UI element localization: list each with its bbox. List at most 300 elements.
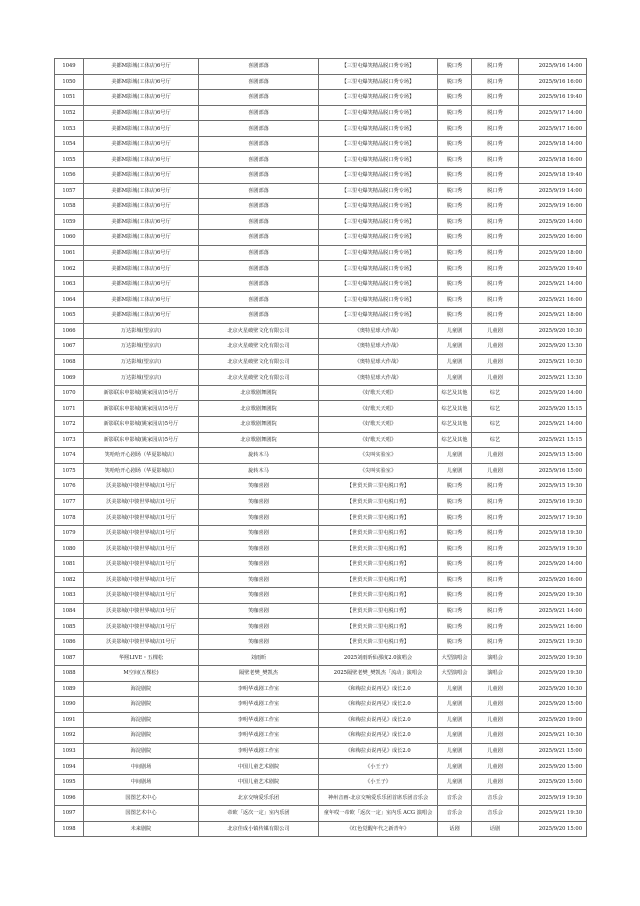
organizer-cell: 旋转木马 <box>199 463 319 479</box>
venue-cell: 海淀剧院 <box>84 712 199 728</box>
time-cell: 2025/9/18 16:00 <box>519 152 587 168</box>
table-row <box>55 525 587 541</box>
venue-cell: 沃美影城(中骏世界城店)1号厅 <box>84 557 199 573</box>
show-title-cell: 《好歌天天唱》 <box>319 416 438 432</box>
row-number: 1052 <box>55 105 84 121</box>
venue-cell: 沃美影城(中骏世界城店)1号厅 <box>84 619 199 635</box>
table-row <box>55 650 587 666</box>
table-row <box>55 479 587 495</box>
show-title-cell: 【世贸天阶三里屯脱口秀】 <box>319 572 438 588</box>
time-cell: 2025/9/19 16:00 <box>519 199 587 215</box>
table-row <box>55 292 587 308</box>
category-cell: 脱口秀 <box>438 308 472 324</box>
row-number: 1095 <box>55 774 84 790</box>
venue-cell: 美都M影城(工体店)6号厅 <box>84 183 199 199</box>
venue-cell: 美都M影城(工体店)6号厅 <box>84 152 199 168</box>
venue-cell: 笑哈哈开心剧场（华夏影城店） <box>84 448 199 464</box>
time-cell: 2025/9/21 10:30 <box>519 728 587 744</box>
organizer-cell: 笑咖喜剧 <box>199 634 319 650</box>
show-title-cell: 《和梅拉贞说再见》成长2.0 <box>319 681 438 697</box>
subcategory-cell: 脱口秀 <box>472 152 519 168</box>
venue-cell: 美都M影城(工体店)6号厅 <box>84 90 199 106</box>
show-title-cell: 【三里屯爆笑精品脱口秀专场】 <box>319 136 438 152</box>
row-number: 1091 <box>55 712 84 728</box>
show-title-cell: 【三里屯爆笑精品脱口秀专场】 <box>319 90 438 106</box>
category-cell: 儿童剧 <box>438 743 472 759</box>
venue-cell: 中间剧场 <box>84 774 199 790</box>
category-cell: 大型演唱会 <box>438 650 472 666</box>
time-cell: 2025/9/16 19:40 <box>519 90 587 106</box>
category-cell: 音乐会 <box>438 806 472 822</box>
subcategory-cell: 脱口秀 <box>472 572 519 588</box>
subcategory-cell: 脱口秀 <box>472 105 519 121</box>
time-cell: 2025/9/21 19:30 <box>519 634 587 650</box>
time-cell: 2025/9/21 19:30 <box>519 806 587 822</box>
show-title-cell: 【三里屯爆笑精品脱口秀专场】 <box>319 199 438 215</box>
table-row <box>55 588 587 604</box>
subcategory-cell: 脱口秀 <box>472 603 519 619</box>
subcategory-cell: 儿童剧 <box>472 759 519 775</box>
row-number: 1090 <box>55 697 84 713</box>
time-cell: 2025/9/16 19:30 <box>519 494 587 510</box>
subcategory-cell: 脱口秀 <box>472 183 519 199</box>
show-title-cell: 【三里屯爆笑精品脱口秀专场】 <box>319 230 438 246</box>
venue-cell: 美都M影城(工体店)6号厅 <box>84 121 199 137</box>
time-cell: 2025/9/20 19:30 <box>519 588 587 604</box>
show-title-cell: 《和梅拉贞说再见》成长2.0 <box>319 728 438 744</box>
category-cell: 脱口秀 <box>438 183 472 199</box>
organizer-cell: 北京火星破壁文化有限公司 <box>199 339 319 355</box>
time-cell: 2025/9/16 15:00 <box>519 463 587 479</box>
row-number: 1068 <box>55 354 84 370</box>
venue-cell: 新影联东申影城(姚家园店)5号厅 <box>84 385 199 401</box>
organizer-cell: 北京歌剧舞剧院 <box>199 432 319 448</box>
category-cell: 脱口秀 <box>438 121 472 137</box>
organizer-cell: 中国儿童艺术剧院 <box>199 759 319 775</box>
subcategory-cell: 脱口秀 <box>472 59 519 75</box>
category-cell: 综艺及其他 <box>438 416 472 432</box>
subcategory-cell: 话剧 <box>472 821 519 837</box>
show-title-cell: 《尖叫实验室》 <box>319 463 438 479</box>
table-row <box>55 59 587 75</box>
subcategory-cell: 脱口秀 <box>472 245 519 261</box>
performance-schedule-table <box>54 58 587 837</box>
venue-cell: 沃美影城(中骏世界城店)1号厅 <box>84 541 199 557</box>
venue-cell: 新影联东申影城(姚家园店)5号厅 <box>84 401 199 417</box>
show-title-cell: 《小王子》 <box>319 774 438 790</box>
venue-cell: 万达影城(望京店) <box>84 354 199 370</box>
venue-cell: 沃美影城(中骏世界城店)1号厅 <box>84 588 199 604</box>
organizer-cell: 喜剧部落 <box>199 214 319 230</box>
category-cell: 综艺及其他 <box>438 385 472 401</box>
subcategory-cell: 脱口秀 <box>472 557 519 573</box>
table-row <box>55 603 587 619</box>
category-cell: 综艺及其他 <box>438 432 472 448</box>
row-number: 1081 <box>55 557 84 573</box>
organizer-cell: 喜剧部落 <box>199 90 319 106</box>
show-title-cell: 《奥特星球大作战》 <box>319 370 438 386</box>
organizer-cell: 喜剧部落 <box>199 59 319 75</box>
organizer-cell: 北京歌剧舞剧院 <box>199 401 319 417</box>
category-cell: 脱口秀 <box>438 557 472 573</box>
venue-cell: 沃美影城(中骏世界城店)1号厅 <box>84 494 199 510</box>
subcategory-cell: 儿童剧 <box>472 743 519 759</box>
show-title-cell: 【三里屯爆笑精品脱口秀专场】 <box>319 121 438 137</box>
show-title-cell: 【三里屯爆笑精品脱口秀专场】 <box>319 152 438 168</box>
subcategory-cell: 脱口秀 <box>472 90 519 106</box>
table-row <box>55 136 587 152</box>
time-cell: 2025/9/20 15:00 <box>519 697 587 713</box>
subcategory-cell: 脱口秀 <box>472 634 519 650</box>
organizer-cell: 北京火星破壁文化有限公司 <box>199 354 319 370</box>
time-cell: 2025/9/15 19:30 <box>519 479 587 495</box>
table-row <box>55 697 587 713</box>
category-cell: 脱口秀 <box>438 167 472 183</box>
show-title-cell: 《和梅拉贞说再见》成长2.0 <box>319 743 438 759</box>
organizer-cell: 北京佳成小镇传媒有限公司 <box>199 821 319 837</box>
show-title-cell: 【世贸天阶三里屯脱口秀】 <box>319 619 438 635</box>
subcategory-cell: 儿童剧 <box>472 712 519 728</box>
category-cell: 脱口秀 <box>438 214 472 230</box>
time-cell: 2025/9/21 16:00 <box>519 619 587 635</box>
table-row <box>55 385 587 401</box>
subcategory-cell: 脱口秀 <box>472 167 519 183</box>
row-number: 1087 <box>55 650 84 666</box>
subcategory-cell: 综艺 <box>472 432 519 448</box>
organizer-cell: 笑咖喜剧 <box>199 525 319 541</box>
subcategory-cell: 脱口秀 <box>472 214 519 230</box>
venue-cell: 美都M影城(工体店)6号厅 <box>84 74 199 90</box>
row-number: 1079 <box>55 525 84 541</box>
venue-cell: 美都M影城(工体店)6号厅 <box>84 261 199 277</box>
venue-cell: 美都M影城(工体店)6号厅 <box>84 105 199 121</box>
time-cell: 2025/9/18 14:00 <box>519 136 587 152</box>
table-row <box>55 308 587 324</box>
organizer-cell: 笑咖喜剧 <box>199 619 319 635</box>
category-cell: 脱口秀 <box>438 152 472 168</box>
time-cell: 2025/9/20 10:30 <box>519 323 587 339</box>
show-title-cell: 《红色觉醒年代之新青年》 <box>319 821 438 837</box>
organizer-cell: 笑咖喜剧 <box>199 510 319 526</box>
show-title-cell: 《奥特星球大作战》 <box>319 339 438 355</box>
organizer-cell: 北京歌剧舞剧院 <box>199 385 319 401</box>
table-row <box>55 416 587 432</box>
organizer-cell: 北京火星破壁文化有限公司 <box>199 370 319 386</box>
show-title-cell: 《奥特星球大作战》 <box>319 323 438 339</box>
row-number: 1098 <box>55 821 84 837</box>
show-title-cell: 【世贸天阶三里屯脱口秀】 <box>319 525 438 541</box>
venue-cell: 海淀剧院 <box>84 728 199 744</box>
category-cell: 脱口秀 <box>438 479 472 495</box>
show-title-cell: 《奥特星球大作战》 <box>319 354 438 370</box>
subcategory-cell: 儿童剧 <box>472 697 519 713</box>
table-row <box>55 370 587 386</box>
table-row <box>55 806 587 822</box>
time-cell: 2025/9/15 15:00 <box>519 448 587 464</box>
row-number: 1082 <box>55 572 84 588</box>
organizer-cell: 北京交响爱乐乐团 <box>199 790 319 806</box>
organizer-cell: 喜剧部落 <box>199 136 319 152</box>
time-cell: 2025/9/21 15:00 <box>519 743 587 759</box>
venue-cell: 沃美影城(中骏世界城店)1号厅 <box>84 479 199 495</box>
table-row <box>55 245 587 261</box>
venue-cell: 沃美影城(中骏世界城店)1号厅 <box>84 525 199 541</box>
show-title-cell: 《好歌天天唱》 <box>319 385 438 401</box>
category-cell: 儿童剧 <box>438 370 472 386</box>
organizer-cell: 笑咖喜剧 <box>199 572 319 588</box>
time-cell: 2025/9/20 14:00 <box>519 214 587 230</box>
subcategory-cell: 儿童剧 <box>472 681 519 697</box>
table-row <box>55 261 587 277</box>
show-title-cell: 【世贸天阶三里屯脱口秀】 <box>319 588 438 604</box>
venue-cell: 万达影城(望京店) <box>84 339 199 355</box>
row-number: 1093 <box>55 743 84 759</box>
table-row <box>55 728 587 744</box>
venue-cell: 新影联东申影城(姚家园店)5号厅 <box>84 432 199 448</box>
row-number: 1092 <box>55 728 84 744</box>
table-row <box>55 152 587 168</box>
show-title-cell: 【三里屯爆笑精品脱口秀专场】 <box>319 59 438 75</box>
row-number: 1085 <box>55 619 84 635</box>
row-number: 1072 <box>55 416 84 432</box>
subcategory-cell: 脱口秀 <box>472 199 519 215</box>
venue-cell: 新影联东申影城(姚家园店)5号厅 <box>84 416 199 432</box>
row-number: 1083 <box>55 588 84 604</box>
show-title-cell: 【三里屯爆笑精品脱口秀专场】 <box>319 214 438 230</box>
row-number: 1089 <box>55 681 84 697</box>
row-number: 1050 <box>55 74 84 90</box>
subcategory-cell: 音乐会 <box>472 790 519 806</box>
show-title-cell: 2025刘雨昕仙那度2.0演唱会 <box>319 650 438 666</box>
category-cell: 音乐会 <box>438 790 472 806</box>
subcategory-cell: 演唱会 <box>472 665 519 681</box>
table-row <box>55 432 587 448</box>
organizer-cell: 喜剧部落 <box>199 276 319 292</box>
show-title-cell: 【世贸天阶三里屯脱口秀】 <box>319 541 438 557</box>
row-number: 1051 <box>55 90 84 106</box>
category-cell: 儿童剧 <box>438 448 472 464</box>
category-cell: 脱口秀 <box>438 136 472 152</box>
organizer-cell: 刘雨昕 <box>199 650 319 666</box>
row-number: 1063 <box>55 276 84 292</box>
category-cell: 脱口秀 <box>438 634 472 650</box>
subcategory-cell: 脱口秀 <box>472 541 519 557</box>
time-cell: 2025/9/21 14:00 <box>519 276 587 292</box>
table-row <box>55 463 587 479</box>
organizer-cell: 笑咖喜剧 <box>199 603 319 619</box>
table-row <box>55 121 587 137</box>
row-number: 1077 <box>55 494 84 510</box>
table-row <box>55 105 587 121</box>
organizer-cell: 隔壁老樊_樊凯杰 <box>199 665 319 681</box>
table-row <box>55 494 587 510</box>
category-cell: 脱口秀 <box>438 245 472 261</box>
table-row <box>55 323 587 339</box>
table-row <box>55 619 587 635</box>
show-title-cell: 【三里屯爆笑精品脱口秀专场】 <box>319 183 438 199</box>
table-row <box>55 74 587 90</box>
category-cell: 脱口秀 <box>438 588 472 604</box>
category-cell: 脱口秀 <box>438 276 472 292</box>
category-cell: 脱口秀 <box>438 572 472 588</box>
venue-cell: 华熙LIVE・五棵松 <box>84 650 199 666</box>
row-number: 1069 <box>55 370 84 386</box>
category-cell: 儿童剧 <box>438 339 472 355</box>
subcategory-cell: 脱口秀 <box>472 494 519 510</box>
venue-cell: 美都M影城(工体店)6号厅 <box>84 59 199 75</box>
subcategory-cell: 儿童剧 <box>472 728 519 744</box>
row-number: 1070 <box>55 385 84 401</box>
row-number: 1059 <box>55 214 84 230</box>
venue-cell: 未来剧院 <box>84 821 199 837</box>
organizer-cell: 喜剧部落 <box>199 152 319 168</box>
time-cell: 2025/9/20 15:00 <box>519 821 587 837</box>
time-cell: 2025/9/19 19:30 <box>519 790 587 806</box>
time-cell: 2025/9/20 13:30 <box>519 339 587 355</box>
category-cell: 大型演唱会 <box>438 665 472 681</box>
time-cell: 2025/9/20 14:00 <box>519 557 587 573</box>
table-row <box>55 167 587 183</box>
subcategory-cell: 脱口秀 <box>472 588 519 604</box>
row-number: 1075 <box>55 463 84 479</box>
time-cell: 2025/9/20 18:00 <box>519 245 587 261</box>
organizer-cell: 喜剧部落 <box>199 245 319 261</box>
show-title-cell: 2025隔壁老樊_樊凯杰「流动」演唱会 <box>319 665 438 681</box>
time-cell: 2025/9/17 14:00 <box>519 105 587 121</box>
table-row <box>55 821 587 837</box>
time-cell: 2025/9/17 16:00 <box>519 121 587 137</box>
subcategory-cell: 脱口秀 <box>472 276 519 292</box>
category-cell: 脱口秀 <box>438 494 472 510</box>
organizer-cell: 笑咖喜剧 <box>199 557 319 573</box>
show-title-cell: 《和梅拉贞说再见》成长2.0 <box>319 712 438 728</box>
row-number: 1056 <box>55 167 84 183</box>
time-cell: 2025/9/17 19:30 <box>519 510 587 526</box>
organizer-cell: 李明华戏剧工作室 <box>199 697 319 713</box>
time-cell: 2025/9/21 14:00 <box>519 416 587 432</box>
show-title-cell: 【三里屯爆笑精品脱口秀专场】 <box>319 105 438 121</box>
table-row <box>55 774 587 790</box>
show-title-cell: 【三里屯爆笑精品脱口秀专场】 <box>319 261 438 277</box>
subcategory-cell: 综艺 <box>472 401 519 417</box>
subcategory-cell: 脱口秀 <box>472 74 519 90</box>
subcategory-cell: 综艺 <box>472 416 519 432</box>
category-cell: 儿童剧 <box>438 463 472 479</box>
row-number: 1064 <box>55 292 84 308</box>
organizer-cell: 喜剧部落 <box>199 183 319 199</box>
venue-cell: 美都M影城(工体店)6号厅 <box>84 276 199 292</box>
venue-cell: 万达影城(望京店) <box>84 370 199 386</box>
organizer-cell: 笑咖喜剧 <box>199 494 319 510</box>
venue-cell: 美都M影城(工体店)6号厅 <box>84 308 199 324</box>
show-title-cell: 【三里屯爆笑精品脱口秀专场】 <box>319 74 438 90</box>
subcategory-cell: 脱口秀 <box>472 479 519 495</box>
row-number: 1076 <box>55 479 84 495</box>
time-cell: 2025/9/19 19:30 <box>519 541 587 557</box>
row-number: 1080 <box>55 541 84 557</box>
organizer-cell: 喜剧部落 <box>199 74 319 90</box>
venue-cell: 美都M影城(工体店)6号厅 <box>84 245 199 261</box>
row-number: 1073 <box>55 432 84 448</box>
organizer-cell: 喜剧部落 <box>199 308 319 324</box>
venue-cell: 海淀剧院 <box>84 681 199 697</box>
venue-cell: 美都M影城(工体店)6号厅 <box>84 167 199 183</box>
time-cell: 2025/9/21 14:00 <box>519 603 587 619</box>
table-row <box>55 634 587 650</box>
venue-cell: 沃美影城(中骏世界城店)1号厅 <box>84 510 199 526</box>
organizer-cell: 喜剧部落 <box>199 230 319 246</box>
category-cell: 儿童剧 <box>438 774 472 790</box>
row-number: 1065 <box>55 308 84 324</box>
row-number: 1055 <box>55 152 84 168</box>
organizer-cell: 喜剧部落 <box>199 105 319 121</box>
time-cell: 2025/9/20 19:30 <box>519 650 587 666</box>
subcategory-cell: 脱口秀 <box>472 261 519 277</box>
time-cell: 2025/9/20 15:00 <box>519 774 587 790</box>
subcategory-cell: 儿童剧 <box>472 339 519 355</box>
organizer-cell: 北京歌剧舞剧院 <box>199 416 319 432</box>
venue-cell: 万达影城(望京店) <box>84 323 199 339</box>
subcategory-cell: 脱口秀 <box>472 136 519 152</box>
row-number: 1086 <box>55 634 84 650</box>
table-row <box>55 214 587 230</box>
show-title-cell: 【三里屯爆笑精品脱口秀专场】 <box>319 276 438 292</box>
category-cell: 脱口秀 <box>438 230 472 246</box>
table-row <box>55 199 587 215</box>
category-cell: 脱口秀 <box>438 525 472 541</box>
subcategory-cell: 脱口秀 <box>472 619 519 635</box>
table-row <box>55 354 587 370</box>
category-cell: 综艺及其他 <box>438 401 472 417</box>
category-cell: 儿童剧 <box>438 712 472 728</box>
time-cell: 2025/9/19 14:00 <box>519 183 587 199</box>
category-cell: 儿童剧 <box>438 759 472 775</box>
venue-cell: 国图艺术中心 <box>84 806 199 822</box>
table-row <box>55 790 587 806</box>
organizer-cell: 笑咖喜剧 <box>199 479 319 495</box>
table-row <box>55 510 587 526</box>
organizer-cell: 李明华戏剧工作室 <box>199 712 319 728</box>
show-title-cell: 【三里屯爆笑精品脱口秀专场】 <box>319 308 438 324</box>
subcategory-cell: 儿童剧 <box>472 370 519 386</box>
table-row <box>55 743 587 759</box>
table-row <box>55 759 587 775</box>
organizer-cell: 喜剧部落 <box>199 121 319 137</box>
venue-cell: 美都M影城(工体店)6号厅 <box>84 214 199 230</box>
subcategory-cell: 脱口秀 <box>472 510 519 526</box>
category-cell: 脱口秀 <box>438 105 472 121</box>
subcategory-cell: 儿童剧 <box>472 323 519 339</box>
category-cell: 儿童剧 <box>438 323 472 339</box>
table-row <box>55 665 587 681</box>
time-cell: 2025/9/20 10:30 <box>519 681 587 697</box>
organizer-cell: 笑咖喜剧 <box>199 541 319 557</box>
show-title-cell: 《好歌天天唱》 <box>319 432 438 448</box>
venue-cell: 美都M影城(工体店)6号厅 <box>84 292 199 308</box>
subcategory-cell: 脱口秀 <box>472 308 519 324</box>
venue-cell: 国图艺术中心 <box>84 790 199 806</box>
organizer-cell: 喜剧部落 <box>199 199 319 215</box>
subcategory-cell: 儿童剧 <box>472 448 519 464</box>
organizer-cell: 旋转木马 <box>199 448 319 464</box>
time-cell: 2025/9/20 19:00 <box>519 712 587 728</box>
time-cell: 2025/9/21 13:30 <box>519 370 587 386</box>
row-number: 1062 <box>55 261 84 277</box>
category-cell: 脱口秀 <box>438 619 472 635</box>
show-title-cell: 【三里屯爆笑精品脱口秀专场】 <box>319 292 438 308</box>
category-cell: 脱口秀 <box>438 292 472 308</box>
organizer-cell: 中国儿童艺术剧院 <box>199 774 319 790</box>
